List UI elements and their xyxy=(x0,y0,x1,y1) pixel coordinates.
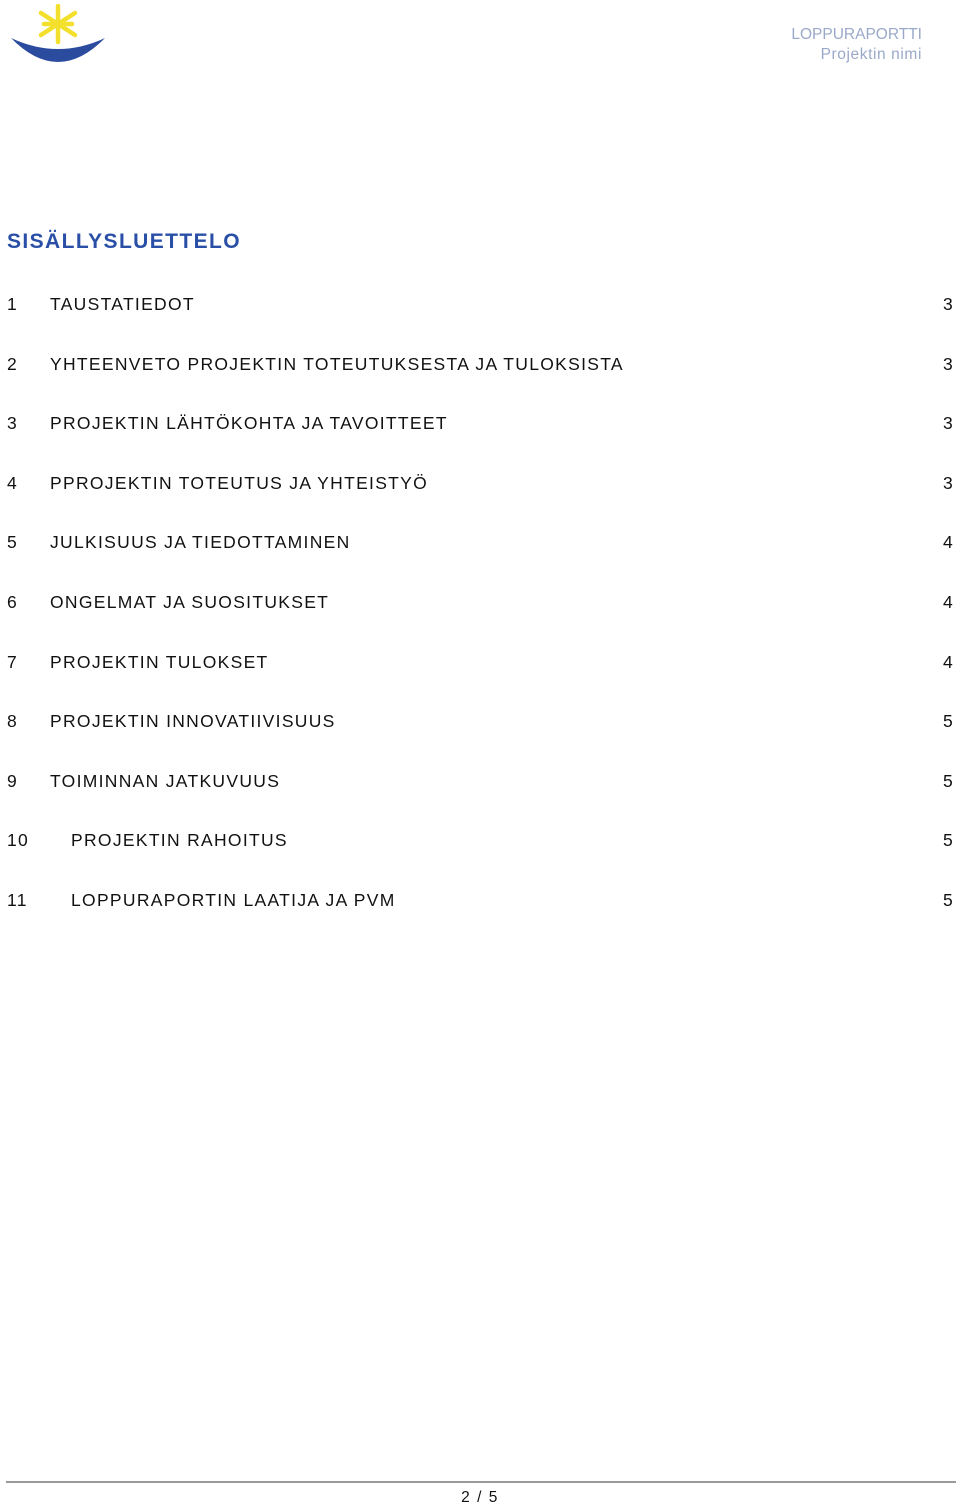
toc-entry-page: 4 xyxy=(942,591,954,612)
toc-entry-number: 4 xyxy=(7,472,19,493)
footer-divider xyxy=(6,1481,956,1483)
toc-entry-page: 3 xyxy=(942,294,954,314)
project-name: Projektin nimi xyxy=(820,46,922,63)
toc-entry[interactable] xyxy=(7,411,954,471)
toc-entry[interactable] xyxy=(7,471,954,531)
toc-entry-label: PROJEKTIN TULOKSET xyxy=(50,651,269,672)
toc-entry[interactable] xyxy=(7,650,954,710)
report-type: LOPPURAPORTTI xyxy=(791,26,922,43)
toc-entry[interactable] xyxy=(7,590,954,650)
toc-entry-page: 5 xyxy=(942,711,954,732)
toc-entry-page: 5 xyxy=(942,889,954,910)
toc-title: SISÄLLYSLUETTELO xyxy=(7,230,241,253)
table-of-contents xyxy=(7,292,954,948)
toc-entry-label: TOIMINNAN JATKUVUUS xyxy=(50,770,281,791)
toc-entry-page: 4 xyxy=(942,651,954,672)
toc-entry-page: 4 xyxy=(942,532,954,553)
toc-entry[interactable] xyxy=(7,709,954,769)
toc-entry[interactable] xyxy=(7,352,954,412)
toc-entry[interactable] xyxy=(7,828,954,888)
toc-entry-number: 11 xyxy=(7,889,28,910)
toc-entry-number: 8 xyxy=(7,711,19,732)
toc-entry-page: 5 xyxy=(942,770,954,791)
toc-entry-label: PROJEKTIN INNOVATIIVISUUS xyxy=(50,711,336,732)
toc-entry-page: 3 xyxy=(942,472,954,493)
toc-entry[interactable] xyxy=(7,530,954,590)
toc-entry[interactable] xyxy=(7,888,954,948)
toc-entry-number: 1 xyxy=(7,294,19,314)
toc-entry-number: 7 xyxy=(7,651,19,672)
toc-entry-label: TAUSTATIEDOT xyxy=(50,294,195,314)
toc-entry-number: 10 xyxy=(7,830,30,851)
toc-entry-label: PROJEKTIN RAHOITUS xyxy=(71,830,288,851)
toc-entry-label: LOPPURAPORTIN LAATIJA JA PVM xyxy=(71,889,396,910)
toc-entry-label: JULKISUUS JA TIEDOTTAMINEN xyxy=(50,532,351,553)
running-header xyxy=(791,25,922,65)
toc-entry-label: YHTEENVETO PROJEKTIN TOTEUTUKSESTA JA TULOKSISTA xyxy=(50,353,624,374)
sun-logo-icon xyxy=(8,4,108,70)
page-indicator: 2 / 5 xyxy=(461,1489,499,1506)
toc-entry-number: 2 xyxy=(7,353,19,374)
toc-entry-label: PROJEKTIN LÄHTÖKOHTA JA TAVOITTEET xyxy=(50,413,448,434)
toc-entry-page: 3 xyxy=(942,413,954,434)
toc-entry-number: 3 xyxy=(7,413,19,434)
toc-entry[interactable] xyxy=(7,769,954,829)
toc-entry[interactable] xyxy=(7,292,954,352)
toc-entry-number: 9 xyxy=(7,770,19,791)
toc-entry-label: PPROJEKTIN TOTEUTUS JA YHTEISTYÖ xyxy=(50,472,429,493)
toc-entry-page: 5 xyxy=(942,830,954,851)
toc-entry-label: ONGELMAT JA SUOSITUKSET xyxy=(50,591,330,612)
toc-entry-number: 5 xyxy=(7,532,19,553)
toc-entry-number: 6 xyxy=(7,591,19,612)
toc-entry-page: 3 xyxy=(942,353,954,374)
